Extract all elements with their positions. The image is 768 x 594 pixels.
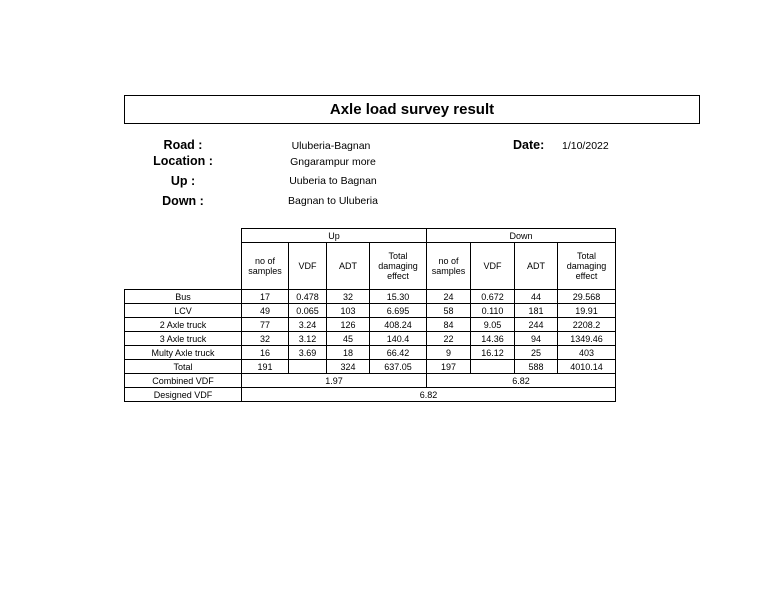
group-header-up: Up <box>242 229 427 243</box>
table-cell: 49 <box>242 304 289 318</box>
table-cell: 9 <box>427 346 471 360</box>
row-label: 3 Axle truck <box>125 332 242 346</box>
col-header-samples-down: no of samples <box>427 243 471 290</box>
table-cell <box>471 360 515 374</box>
table-cell: 244 <box>515 318 558 332</box>
table-cell: 58 <box>427 304 471 318</box>
table-cell: 0.110 <box>471 304 515 318</box>
col-header-vdf-down: VDF <box>471 243 515 290</box>
table-cell: 29.568 <box>558 290 616 304</box>
page-title: Axle load survey result <box>124 95 700 124</box>
table-cell: 22 <box>427 332 471 346</box>
table-row <box>125 304 616 318</box>
table-cell: 191 <box>242 360 289 374</box>
table-cell: 16 <box>242 346 289 360</box>
table-cell: 1349.46 <box>558 332 616 346</box>
table-cell: 77 <box>242 318 289 332</box>
col-header-adt-up: ADT <box>327 243 370 290</box>
row-label: Total <box>125 360 242 374</box>
table-cell: 140.4 <box>370 332 427 346</box>
table-row <box>125 318 616 332</box>
group-header-down: Down <box>427 229 616 243</box>
col-header-adt-down: ADT <box>515 243 558 290</box>
blank-cell <box>125 229 242 243</box>
date-value: 1/10/2022 <box>562 140 609 152</box>
col-header-tde-down: Total damaging effect <box>558 243 616 290</box>
designed-vdf-value: 6.82 <box>242 388 616 402</box>
table-cell: 0.478 <box>289 290 327 304</box>
table-cell: 637.05 <box>370 360 427 374</box>
down-label: Down : <box>162 194 204 208</box>
row-label: Bus <box>125 290 242 304</box>
road-value: Uluberia-Bagnan <box>291 140 371 152</box>
table-cell: 94 <box>515 332 558 346</box>
table-row <box>125 290 616 304</box>
table-cell: 4010.14 <box>558 360 616 374</box>
table-cell: 403 <box>558 346 616 360</box>
table-cell: 408.24 <box>370 318 427 332</box>
table-cell: 15.30 <box>370 290 427 304</box>
table-cell: 45 <box>327 332 370 346</box>
table-cell: 3.12 <box>289 332 327 346</box>
combined-vdf-down: 6.82 <box>427 374 616 388</box>
table-row <box>125 346 616 360</box>
location-value: Gngarampur more <box>290 156 376 168</box>
down-value: Bagnan to Uluberia <box>288 195 378 207</box>
designed-vdf-label: Designed VDF <box>125 388 242 402</box>
row-label: LCV <box>125 304 242 318</box>
table-cell: 14.36 <box>471 332 515 346</box>
road-label: Road : <box>163 138 203 152</box>
table-cell: 17 <box>242 290 289 304</box>
table-cell: 197 <box>427 360 471 374</box>
table-cell: 0.672 <box>471 290 515 304</box>
table-row <box>125 332 616 346</box>
table-cell: 103 <box>327 304 370 318</box>
table-cell: 25 <box>515 346 558 360</box>
up-label: Up : <box>170 174 196 188</box>
table-cell: 3.24 <box>289 318 327 332</box>
table-cell: 16.12 <box>471 346 515 360</box>
up-value: Uuberia to Bagnan <box>289 175 377 187</box>
table-cell: 32 <box>242 332 289 346</box>
table-cell: 0.065 <box>289 304 327 318</box>
row-label: 2 Axle truck <box>125 318 242 332</box>
table-cell: 18 <box>327 346 370 360</box>
table-cell: 2208.2 <box>558 318 616 332</box>
table-cell: 6.695 <box>370 304 427 318</box>
table-cell: 126 <box>327 318 370 332</box>
table-cell: 19.91 <box>558 304 616 318</box>
row-label: Multy Axle truck <box>125 346 242 360</box>
axle-load-table <box>124 228 616 402</box>
designed-vdf-row <box>125 388 616 402</box>
table-cell: 3.69 <box>289 346 327 360</box>
col-header-vdf-up: VDF <box>289 243 327 290</box>
table-cell: 9.05 <box>471 318 515 332</box>
table-cell: 181 <box>515 304 558 318</box>
table-cell: 588 <box>515 360 558 374</box>
table-cell <box>289 360 327 374</box>
blank-cell <box>125 243 242 290</box>
table-cell: 44 <box>515 290 558 304</box>
table-cell: 24 <box>427 290 471 304</box>
table-cell: 32 <box>327 290 370 304</box>
location-label: Location : <box>153 154 213 168</box>
col-header-tde-up: Total damaging effect <box>370 243 427 290</box>
date-label: Date: <box>513 138 545 152</box>
table-cell: 66.42 <box>370 346 427 360</box>
combined-vdf-up: 1.97 <box>242 374 427 388</box>
table-cell: 84 <box>427 318 471 332</box>
combined-vdf-row <box>125 374 616 388</box>
table-cell: 324 <box>327 360 370 374</box>
col-header-samples-up: no of samples <box>242 243 289 290</box>
table-row-total <box>125 360 616 374</box>
combined-vdf-label: Combined VDF <box>125 374 242 388</box>
